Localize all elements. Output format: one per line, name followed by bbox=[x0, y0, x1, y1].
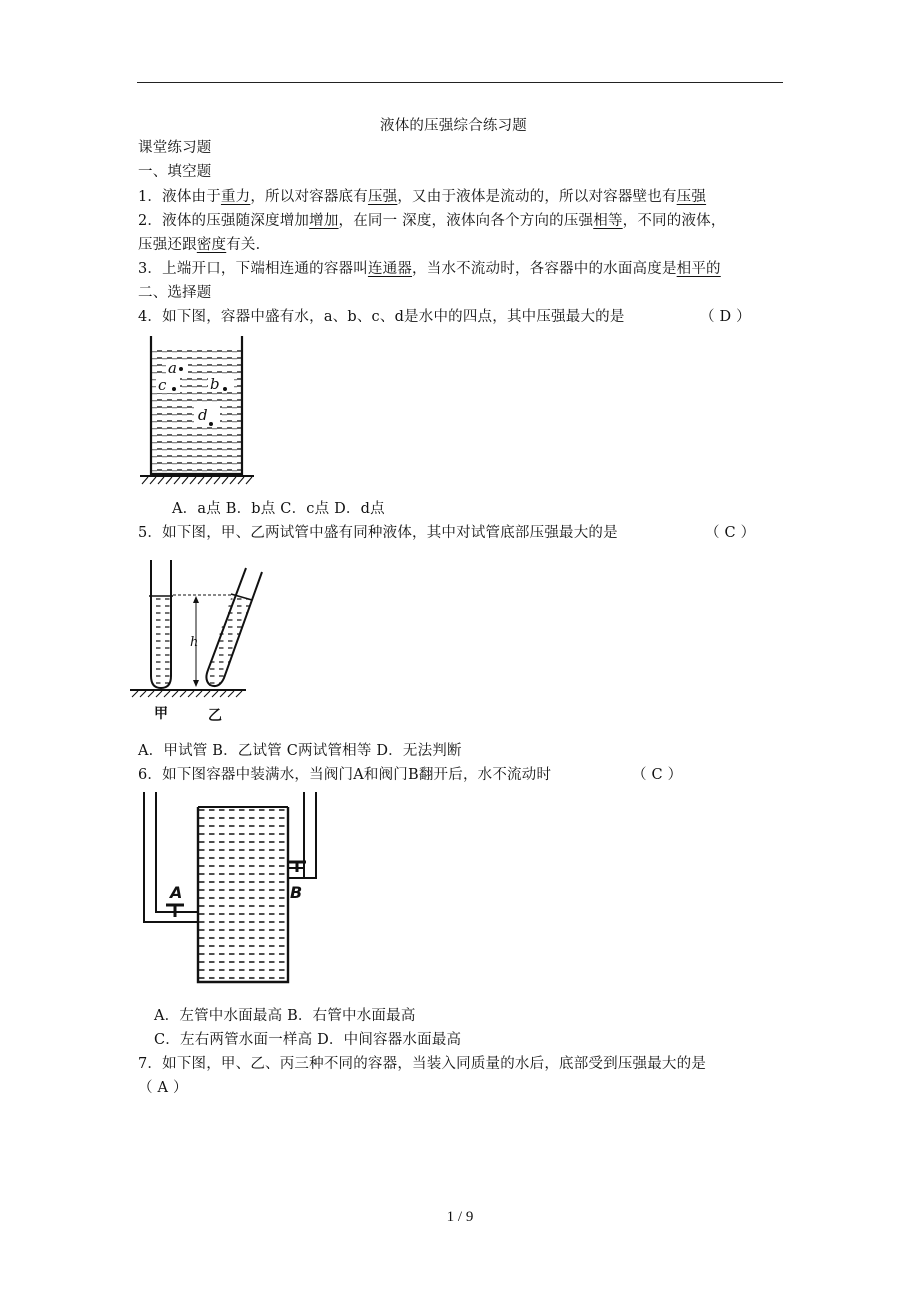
valve-a-label: A bbox=[170, 883, 183, 902]
answer-1c: 压强 bbox=[676, 189, 707, 205]
question-4-options: A．a点 B．b点 C．c点 D．d点 bbox=[172, 501, 385, 517]
question-3: 3．上端开口，下端相连通的容器叫连通器，当水不流动时，各容器中的水面高度是相平的 bbox=[138, 261, 721, 277]
question-6-options-2: C．左右两管水面一样高 D．中间容器水面最高 bbox=[154, 1032, 462, 1048]
center-container-water bbox=[198, 807, 288, 982]
valve-b-label: B bbox=[290, 883, 303, 902]
figure-q5-test-tubes bbox=[128, 554, 276, 724]
height-label: h bbox=[190, 635, 199, 650]
question-5-options: A．甲试管 B．乙试管 C两试管相等 D．无法判断 bbox=[138, 743, 462, 759]
question-2-cont: 压强还跟密度有关． bbox=[138, 237, 271, 253]
part-heading-choice: 二、选择题 bbox=[138, 285, 212, 301]
question-2: 2．液体的压强随深度增加增加，在同一 深度，液体向各个方向的压强相等，不同的液体， bbox=[138, 213, 726, 229]
tube-jia-liquid bbox=[151, 596, 171, 688]
left-tube bbox=[144, 792, 198, 922]
tube-yi-liquid bbox=[206, 595, 251, 686]
answer-3a: 连通器 bbox=[367, 261, 413, 277]
question-4: 4．如下图，容器中盛有水，a、b、c、d是水中的四点，其中压强最大的是 bbox=[138, 309, 625, 325]
question-4-answer: （ D ） bbox=[700, 309, 751, 325]
answer-1a: 重力 bbox=[220, 189, 251, 205]
answer-2a: 增加 bbox=[309, 213, 339, 229]
question-6-options-1: A．左管中水面最高 B．右管中水面最高 bbox=[154, 1008, 416, 1024]
page-title: 液体的压强综合练习题 bbox=[380, 118, 527, 134]
point-c-label: c bbox=[158, 376, 167, 394]
question-7-answer: （ A ） bbox=[138, 1080, 188, 1096]
question-6-answer: （ C ） bbox=[632, 767, 683, 783]
answer-2b: 相等 bbox=[593, 213, 623, 229]
question-5: 5．如下图，甲、乙两试管中盛有同种液体，其中对试管底部压强最大的是 bbox=[138, 525, 618, 541]
point-a-label: a bbox=[168, 359, 177, 377]
section-heading: 课堂练习题 bbox=[138, 140, 212, 156]
question-1: 1．液体由于重力，所以对容器底有压强，又由于液体是流动的，所以对容器壁也有压强 bbox=[138, 189, 707, 205]
question-5-answer: （ C ） bbox=[705, 525, 756, 541]
answer-3b: 相平的 bbox=[676, 261, 721, 277]
point-b-label: b bbox=[210, 375, 220, 393]
tube-yi-label: 乙 bbox=[208, 708, 222, 724]
answer-2c: 密度 bbox=[196, 237, 227, 253]
question-6: 6．如下图容器中装满水，当阀门A和阀门B翻开后，水不流动时 bbox=[138, 767, 552, 783]
answer-1b: 压强 bbox=[367, 189, 398, 205]
ground-hatch bbox=[142, 477, 252, 484]
page-number: 1 / 9 bbox=[446, 1209, 474, 1225]
header-rule bbox=[137, 82, 783, 83]
part-heading-fill: 一、填空题 bbox=[138, 164, 212, 180]
figure-q6-connected-vessels bbox=[138, 790, 328, 990]
question-7: 7．如下图，甲、乙、丙三种不同的容器，当装入同质量的水后，底部受到压强最大的是 bbox=[138, 1056, 707, 1072]
tube-jia-label: 甲 bbox=[154, 706, 168, 722]
point-d-label: d bbox=[198, 406, 208, 424]
figure-q4-container bbox=[136, 334, 260, 494]
